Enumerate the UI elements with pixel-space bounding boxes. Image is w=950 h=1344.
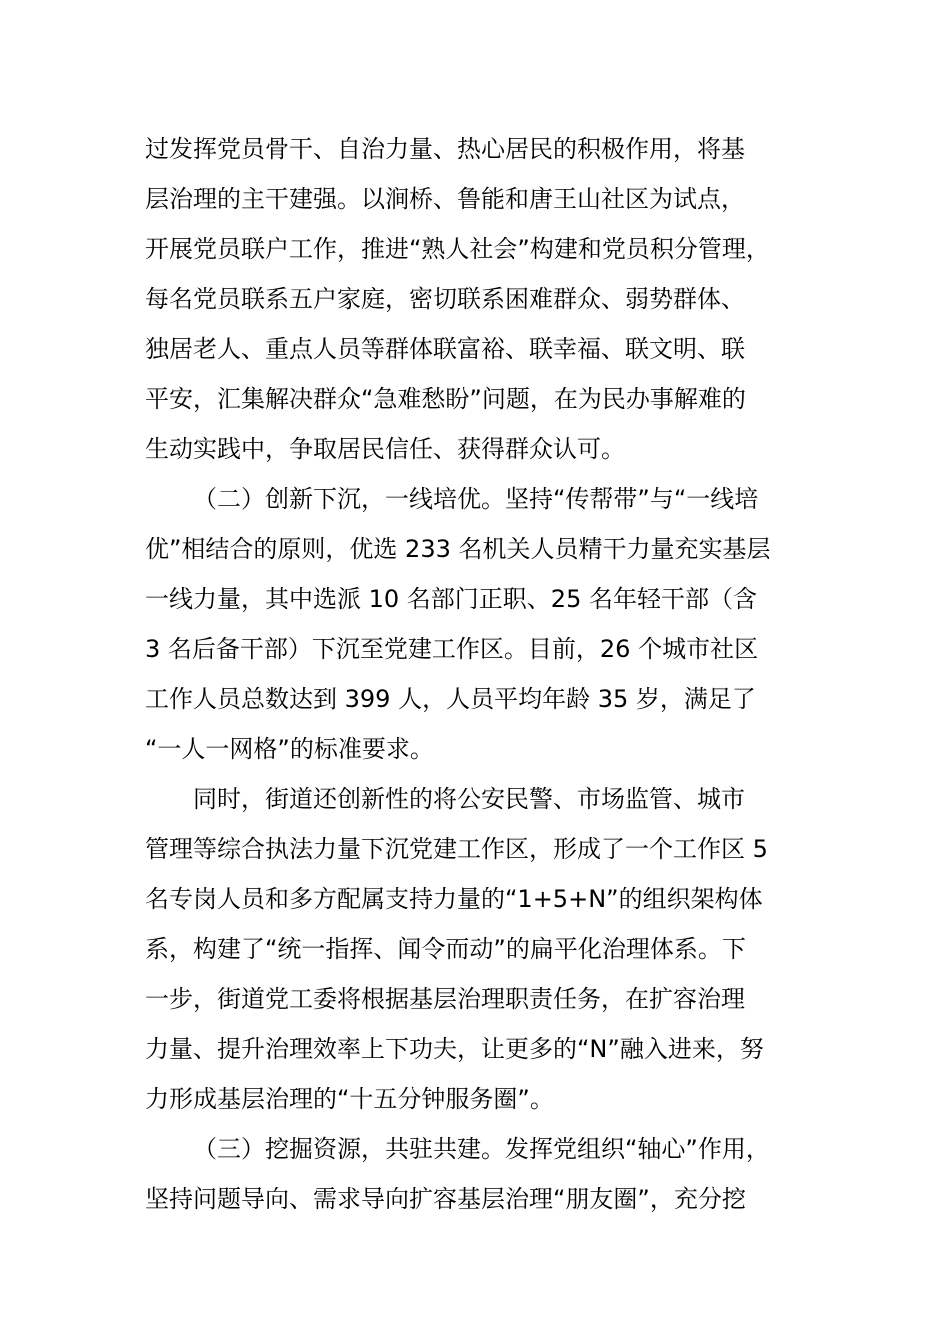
text-line: 力量、提升治理效率上下功夫，让更多的“N”融入进来，努 — [145, 1035, 764, 1063]
text-line: 一步，街道党工委将根据基层治理职责任务，在扩容治理 — [145, 985, 745, 1013]
text-line: 3 名后备干部）下沉至党建工作区。目前，26 个城市社区 — [145, 635, 759, 663]
text-line: 工作人员总数达到 399 人，人员平均年龄 35 岁，满足了 — [145, 685, 756, 713]
text-line: 过发挥党员骨干、自治力量、热心居民的积极作用，将基 — [145, 135, 745, 163]
text-line: 管理等综合执法力量下沉党建工作区，形成了一个工作区 5 — [145, 835, 768, 863]
text-line: “一人一网格”的标准要求。 — [145, 735, 434, 763]
text-line: 层治理的主干建强。以涧桥、鲁能和唐王山社区为试点， — [145, 185, 745, 213]
text-line: 每名党员联系五户家庭，密切联系困难群众、弱势群体、 — [145, 285, 745, 313]
text-line: 坚持问题导向、需求导向扩容基层治理“朋友圈”，充分挖 — [145, 1185, 746, 1213]
text-line: 系，构建了“统一指挥、闻令而动”的扁平化治理体系。下 — [145, 935, 746, 963]
text-line: 独居老人、重点人员等群体联富裕、联幸福、联文明、联 — [145, 335, 745, 363]
text-line: 生动实践中，争取居民信任、获得群众认可。 — [145, 435, 625, 463]
paragraph-start-line: 同时，街道还创新性的将公安民警、市场监管、城市 — [193, 785, 745, 813]
text-line: 开展党员联户工作，推进“熟人社会”构建和党员积分管理， — [145, 235, 770, 263]
section-heading-line: （三）挖掘资源，共驻共建。发挥党组织“轴心”作用， — [193, 1135, 770, 1163]
text-line: 一线力量，其中选派 10 名部门正职、25 名年轻干部（含 — [145, 585, 757, 613]
text-line: 力形成基层治理的“十五分钟服务圈”。 — [145, 1085, 554, 1113]
text-line: 平安，汇集解决群众“急难愁盼”问题，在为民办事解难的 — [145, 385, 746, 413]
text-line: 名专岗人员和多方配属支持力量的“1+5+N”的组织架构体 — [145, 885, 763, 913]
text-line: 优”相结合的原则，优选 233 名机关人员精干力量充实基层 — [145, 535, 771, 563]
section-heading-line: （二）创新下沉，一线培优。坚持“传帮带”与“一线培 — [193, 485, 759, 513]
body-text — [145, 124, 835, 1224]
